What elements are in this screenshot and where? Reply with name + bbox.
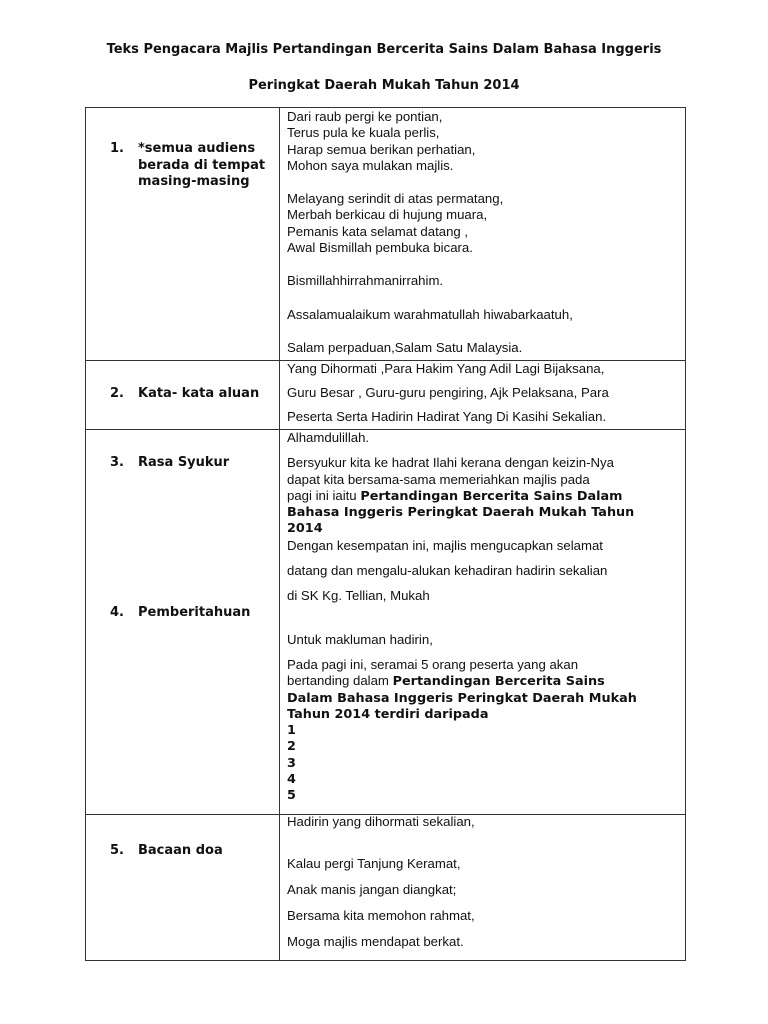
document-title: Teks Pengacara Majlis Pertandingan Bercerita Sains Dalam Bahasa Inggeris xyxy=(106,42,662,57)
greeting-line: Peserta Serta Hadirin Hadirat Yang Di Kasihi Sekalian. xyxy=(287,409,607,424)
doa-line: Anak manis jangan diangkat; xyxy=(287,882,457,897)
row-content-cell xyxy=(280,815,686,961)
row-number: 4. xyxy=(110,605,124,620)
verse-line: Dari raub pergi ke pontian, xyxy=(287,109,443,124)
verse-line: Terus pula ke kuala perlis, xyxy=(287,125,440,141)
document-subtitle: Peringkat Daerah Mukah Tahun 2014 xyxy=(248,78,520,93)
verse-line: Harap semua berikan perhatian, xyxy=(287,141,476,157)
doa-line: Moga majlis mendapat berkat. xyxy=(287,934,464,949)
list-item: 5 xyxy=(287,788,296,804)
bold-line: 2014 xyxy=(287,521,323,537)
row-number: 1. xyxy=(110,141,124,156)
verse-line: Pemanis kata selamat datang , xyxy=(287,223,469,239)
table-row xyxy=(86,815,686,961)
verse-line: Merbah berkicau di hujung muara, xyxy=(287,207,488,223)
table-row xyxy=(86,430,686,815)
paragraph-line: di SK Kg. Tellian, Mukah xyxy=(287,588,430,604)
paragraph-line: Dengan kesempatan ini, majlis mengucapkan selamat xyxy=(287,537,603,553)
greeting-line: Guru Besar , Guru-guru pengiring, Ajk Pelaksana, Para xyxy=(287,385,609,400)
row-content-cell xyxy=(280,361,686,430)
bold-line: Dalam Bahasa Inggeris Peringkat Daerah Mukah xyxy=(287,690,637,706)
paragraph-line: Bersyukur kita ke hadrat Ilahi kerana dengan keizin-Nya xyxy=(287,455,614,471)
greeting-line: Yang Dihormati ,Para Hakim Yang Adil Lagi Bijaksana, xyxy=(287,361,605,376)
paragraph-line: Pada pagi ini, seramai 5 orang peserta yang akan xyxy=(287,656,579,672)
salam-text: Assalamualaikum warahmatullah hiwabarkaatuh, xyxy=(287,306,573,322)
list-item: 3 xyxy=(287,755,296,771)
row-label: Bacaan doa xyxy=(138,843,223,858)
text-span: bertanding dalam xyxy=(287,673,393,689)
bold-line: Tahun 2014 terdiri daripada xyxy=(287,706,489,722)
list-item: 4 xyxy=(287,772,296,788)
bold-text: Pertandingan Bercerita Sains xyxy=(392,674,605,690)
row-content-cell xyxy=(280,430,686,815)
doa-line: Kalau pergi Tanjung Keramat, xyxy=(287,856,461,871)
script-table xyxy=(85,107,686,961)
paragraph-line: dapat kita bersama-sama memeriahkan majlis pada xyxy=(287,471,590,487)
row-label: Pemberitahuan xyxy=(138,605,251,620)
row-label-cell xyxy=(86,108,280,361)
bold-text: Pertandingan Bercerita Sains Dalam xyxy=(360,488,623,504)
row-number: 3. xyxy=(110,455,124,470)
row-label: Rasa Syukur xyxy=(138,455,230,470)
row-label: Kata- kata aluan xyxy=(138,386,260,401)
row-label-cell xyxy=(86,361,280,430)
verse-line: Awal Bismillah pembuka bicara. xyxy=(287,240,473,256)
alhamdulillah-text: Alhamdulillah. xyxy=(287,430,370,445)
table-row xyxy=(86,108,686,361)
table-row xyxy=(86,361,686,430)
row-content-cell xyxy=(280,108,686,361)
perpaduan-text: Salam perpaduan,Salam Satu Malaysia. xyxy=(287,339,523,355)
paragraph-line xyxy=(287,488,679,505)
bold-line: Bahasa Inggeris Peringkat Daerah Mukah Tahun xyxy=(287,505,635,521)
verse-line: Melayang serindit di atas permatang, xyxy=(287,191,504,207)
paragraph-line: Untuk makluman hadirin, xyxy=(287,631,433,647)
doa-line: Hadirin yang dihormati sekalian, xyxy=(287,814,475,829)
row-label: *semua audiens berada di tempat masing-masing xyxy=(138,141,266,189)
doa-line: Bersama kita memohon rahmat, xyxy=(287,908,475,923)
row-label-cell xyxy=(86,815,280,961)
row-label-cell xyxy=(86,430,280,815)
text-span: pagi ini iaitu xyxy=(287,487,361,503)
list-item: 1 xyxy=(287,723,296,739)
paragraph-line: datang dan mengalu-alukan kehadiran hadirin sekalian xyxy=(287,563,608,579)
bismillah-text: Bismillahhirrahmanirrahim. xyxy=(287,273,444,289)
row-number: 2. xyxy=(110,386,124,401)
row-number: 5. xyxy=(110,843,124,858)
paragraph-line xyxy=(287,673,679,690)
list-item: 2 xyxy=(287,739,296,755)
verse-line: Mohon saya mulakan majlis. xyxy=(287,157,454,173)
